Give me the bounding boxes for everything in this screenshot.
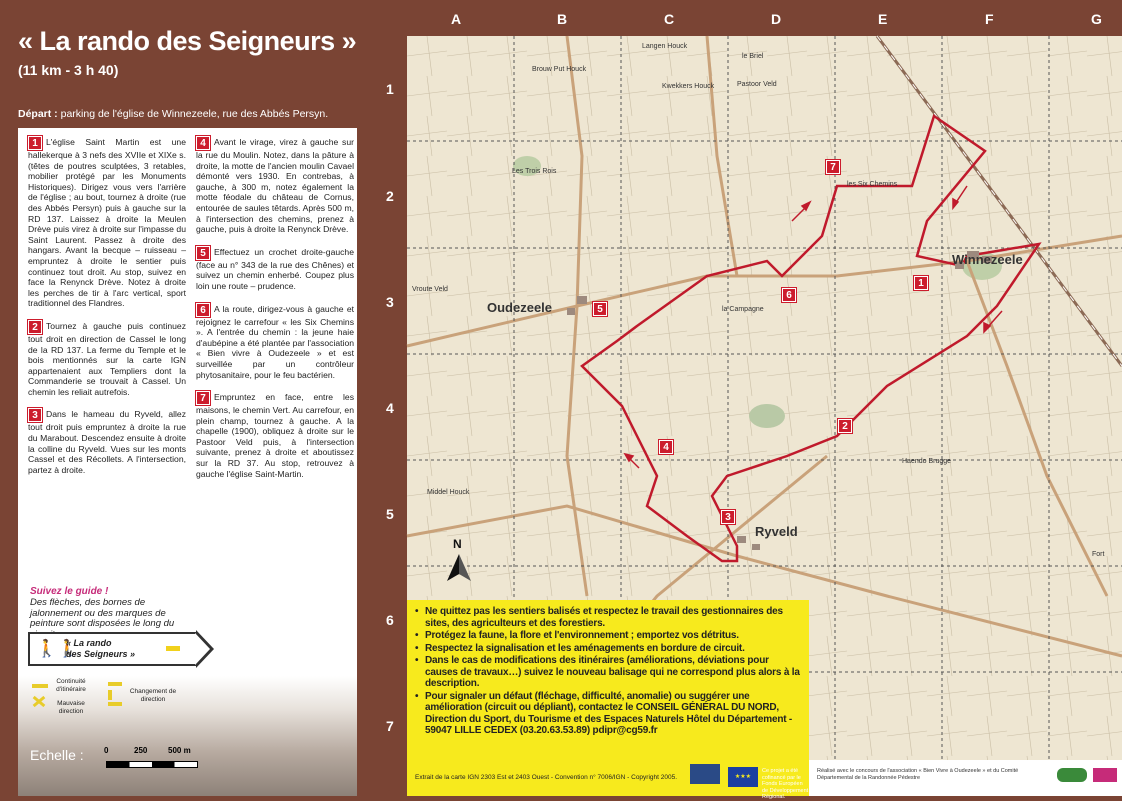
step-text: Effectuez un crochet droite-gauche (face au n° 343 de la rue des Chênes) et suivez un chemin enherbé. Coupez plus loin une route – prudence.: [196, 246, 354, 291]
grid-col-f: F: [985, 11, 994, 27]
depart-line: [18, 108, 328, 120]
place-fort: Fort: [1092, 551, 1105, 558]
grid-col-c: C: [664, 11, 675, 27]
step-number: 3: [28, 408, 42, 422]
grid-row-2: 2: [386, 188, 394, 204]
grid-col-b: B: [557, 11, 568, 27]
step-3: [28, 408, 186, 475]
partner-logo-icon: [690, 764, 720, 784]
grid-col-d: D: [771, 11, 782, 27]
info-item: • Respectez la signalisation et les aménagements en bordure de circuit.: [415, 643, 803, 655]
map-marker-7[interactable]: 7: [826, 156, 844, 174]
step-number: 1: [28, 136, 42, 150]
info-item: • Dans le cas de modifications des itinéraires (améliorations, déviations pour causes de travaux…) suivez le nouveau balisage qui ne correspond plus alors à la description.: [415, 655, 803, 690]
depart-label: Départ :: [18, 108, 58, 120]
hikers-icon: 🚶🚶: [36, 639, 79, 658]
steps-column-left: [28, 136, 186, 486]
grid-row-6: 6: [386, 612, 394, 628]
step-text: A la route, dirigez-vous à gauche et rejoignez le carrefour « les Six Chemins ». A l'entrée du chemin : la jeune haie d'aubépine a été plantée par l'association « Bien vivre à Oudezeele » et est surveillée par un contrôleur phytosanitaire, pour le feu bactérien.: [196, 303, 354, 380]
place-campagne: la Campagne: [722, 306, 764, 313]
place-winnezeele: Winnezeele: [952, 252, 1023, 267]
step-text: Avant le virage, virez à gauche sur la rue du Moulin. Notez, dans la pâture à droite, la motte de l'ancien moulin Cavael démonté vers 1930. En contrebas, à gauche, à 300 m, notez également la motte féodale du château de Cornus, entourée de saules têtards. Après 500 m, à l'intersection des chemins, prenez à gauche, puis à droite la Renynck Drève.: [196, 137, 354, 235]
place-ryveld: Ryveld: [755, 524, 798, 539]
map-marker-6[interactable]: 6: [782, 284, 800, 302]
info-list: [415, 606, 803, 738]
grid-col-g: G: [1091, 11, 1102, 27]
step-text: L'église Saint Martin est une hallekerque à 3 nefs des XVIIe et XIXe s. (têtes de poutres sculptées, 3 retables, mobilier protégé par les Monuments Historiques). Dirigez vous vers l'arrière de l'église ; au bout, tournez à droite (rue des Abbés Persyn) puis à gauche sur la RD 137. Laissez à droite la Meulen Drève puis virez à droite sur l'impasse du Saint Laurent. Passez à droite des hangars. Avant la becque – ruisseau – empruntez à droite le sentier puis continuez tout droit. Au stop, suivez en face la Renynck Drève. Notez à droite les perches de tir à l'arc vertical, sport traditionnel des Flandres.: [28, 137, 186, 309]
scale-label: Echelle :: [30, 747, 84, 763]
guide-text: Des flèches, des bornes de jalonnement ou des marques de peinture sont disposées le long du: [30, 597, 175, 629]
grid-row-1: 1: [386, 81, 394, 97]
footer-credits: [809, 760, 1122, 796]
place-pastoor-veld: Pastoor Veld: [737, 81, 777, 88]
info-item: • Ne quittez pas les sentiers balisés et respectez le travail des gestionnaires des sites, des agriculteurs et des forestiers.: [415, 606, 803, 629]
map-marker-5[interactable]: 5: [593, 298, 611, 316]
map-marker-4[interactable]: 4: [659, 436, 677, 454]
eu-text: Ce projet a été cofinancé par le Fonds Européen de Développement Régional.: [762, 768, 809, 800]
place-trois-rois: Les Trois Rois: [512, 168, 557, 175]
scale-tick-500: 500 m: [168, 746, 191, 755]
legend-changement: Changement de direction: [129, 688, 177, 703]
left-panel: [0, 0, 375, 796]
place-kwekkers-houck: Kwekkers Houck: [662, 83, 715, 90]
scale-tick-0: 0: [104, 746, 109, 755]
page-title: « La rando des Seigneurs »: [18, 26, 357, 56]
info-item: • Pour signaler un défaut (fléchage, difficulté, anomalie) ou suggérer une amélioration (circuit ou dépliant), contactez le CONSEIL GÉNÉRAL DU NORD, Direction du Sport, du Tourisme et des Espaces Naturels Hôtel du Département - 59047 LILLE CEDEX (03.20.63.53.89) pdipr@cg59.fr: [415, 691, 803, 737]
steps-column-right: [196, 136, 354, 490]
scale-bar: [106, 761, 198, 768]
step-number: 5: [196, 246, 210, 260]
step-4: [196, 136, 354, 235]
place-vroute-veld: Vroute Veld: [412, 286, 448, 293]
place-brouw-put-houck: Brouw Put Houck: [532, 66, 587, 73]
step-number: 7: [196, 391, 210, 405]
yellow-mark-icon: [166, 646, 180, 651]
grid-row-4: 4: [386, 400, 394, 416]
guide-box: [18, 578, 357, 796]
place-langen-houck: Langen Houck: [642, 43, 688, 50]
grid-row-3: 3: [386, 294, 394, 310]
step-1: [28, 136, 186, 309]
scale-tick-250: 250: [134, 746, 148, 755]
step-text: Dans le hameau du Ryveld, allez tout droit puis empruntez à droite la rue du Marabout. Descendez ensuite à droite la colline du Ryveld. Vues sur les monts Cassel et des Récollets. A l'intersection, partez à droite.: [28, 409, 186, 475]
step-6: [196, 303, 354, 381]
cg59-logo-icon: [1093, 768, 1117, 782]
page-subtitle: (11 km - 3 h 40): [18, 62, 119, 78]
grid-col-e: E: [878, 11, 888, 27]
steps-box: [18, 128, 357, 578]
place-haendo-brugge: Haendo Brugge: [902, 458, 952, 465]
step-2: [28, 320, 186, 398]
grid-col-a: A: [451, 11, 462, 27]
step-text: Empruntez en face, entre les maisons, le chemin Vert. Au carrefour, en plein champ, tournez à gauche. A la chapelle (1900), obliquez à droite sur le Pastoor Veld puis, à l'intersection suivante, prenez à droite et aboutissez sur la RD 37. Au stop, retrouvez à gauche l'église Saint-Martin.: [196, 392, 354, 479]
step-number: 4: [196, 136, 210, 150]
map-marker-1[interactable]: 1: [914, 272, 932, 290]
place-le-briel: le Briel: [742, 53, 764, 60]
map-marker-3[interactable]: 3: [721, 506, 739, 524]
rando-logo-icon: [1057, 768, 1087, 782]
wood-area: [749, 404, 785, 428]
info-item: • Protégez la faune, la flore et l'environnement ; emportez vos détritus.: [415, 630, 803, 642]
step-5: [196, 246, 354, 292]
place-oudezeele: Oudezeele: [487, 300, 553, 315]
continuity-mark-icon: [32, 684, 48, 688]
change-direction-mark-icon: [108, 682, 122, 686]
legend-continuite: Continuité d'itinéraire: [56, 678, 86, 693]
step-number: 2: [28, 320, 42, 334]
place-middel-houck: Middel Houck: [427, 489, 470, 496]
step-text: Tournez à gauche puis continuez tout droit en direction de Cassel le long de la RD 137. La ferme du Temple et le bois mentionnés sur la carte IGN appartenaient aux Templiers dont la Commanderie se trouvait à Cassel. Un chemin les reliait autrefois.: [28, 320, 186, 397]
map-copyright: Extrait de la carte IGN 2303 Est et 2403 Ouest - Convention n° 7006/IGN - Copyright 2005.: [415, 774, 678, 781]
svg-text:N: N: [453, 537, 462, 551]
map-marker-2[interactable]: 2: [838, 415, 856, 433]
credit-text: Réalisé avec le concours de l'association « Bien Vivre à Oudezeele » et du Comité Départemental de la Randonnée Pédestre: [817, 768, 1019, 781]
depart-text: parking de l'église de Winnezeele, rue des Abbés Persyn.: [60, 108, 329, 120]
place-six-chemins: les Six Chemins: [847, 181, 898, 188]
guide-title: Suivez le guide !: [30, 586, 109, 597]
eu-flag-icon: ★★★: [728, 767, 758, 787]
step-7: [196, 391, 354, 479]
legend-mauvaise: Mauvaise direction: [57, 700, 85, 715]
step-number: 6: [196, 303, 210, 317]
trail-sign-label: « La rando des Seigneurs »: [66, 638, 136, 659]
grid-row-7: 7: [386, 718, 394, 734]
grid-row-5: 5: [386, 506, 394, 522]
